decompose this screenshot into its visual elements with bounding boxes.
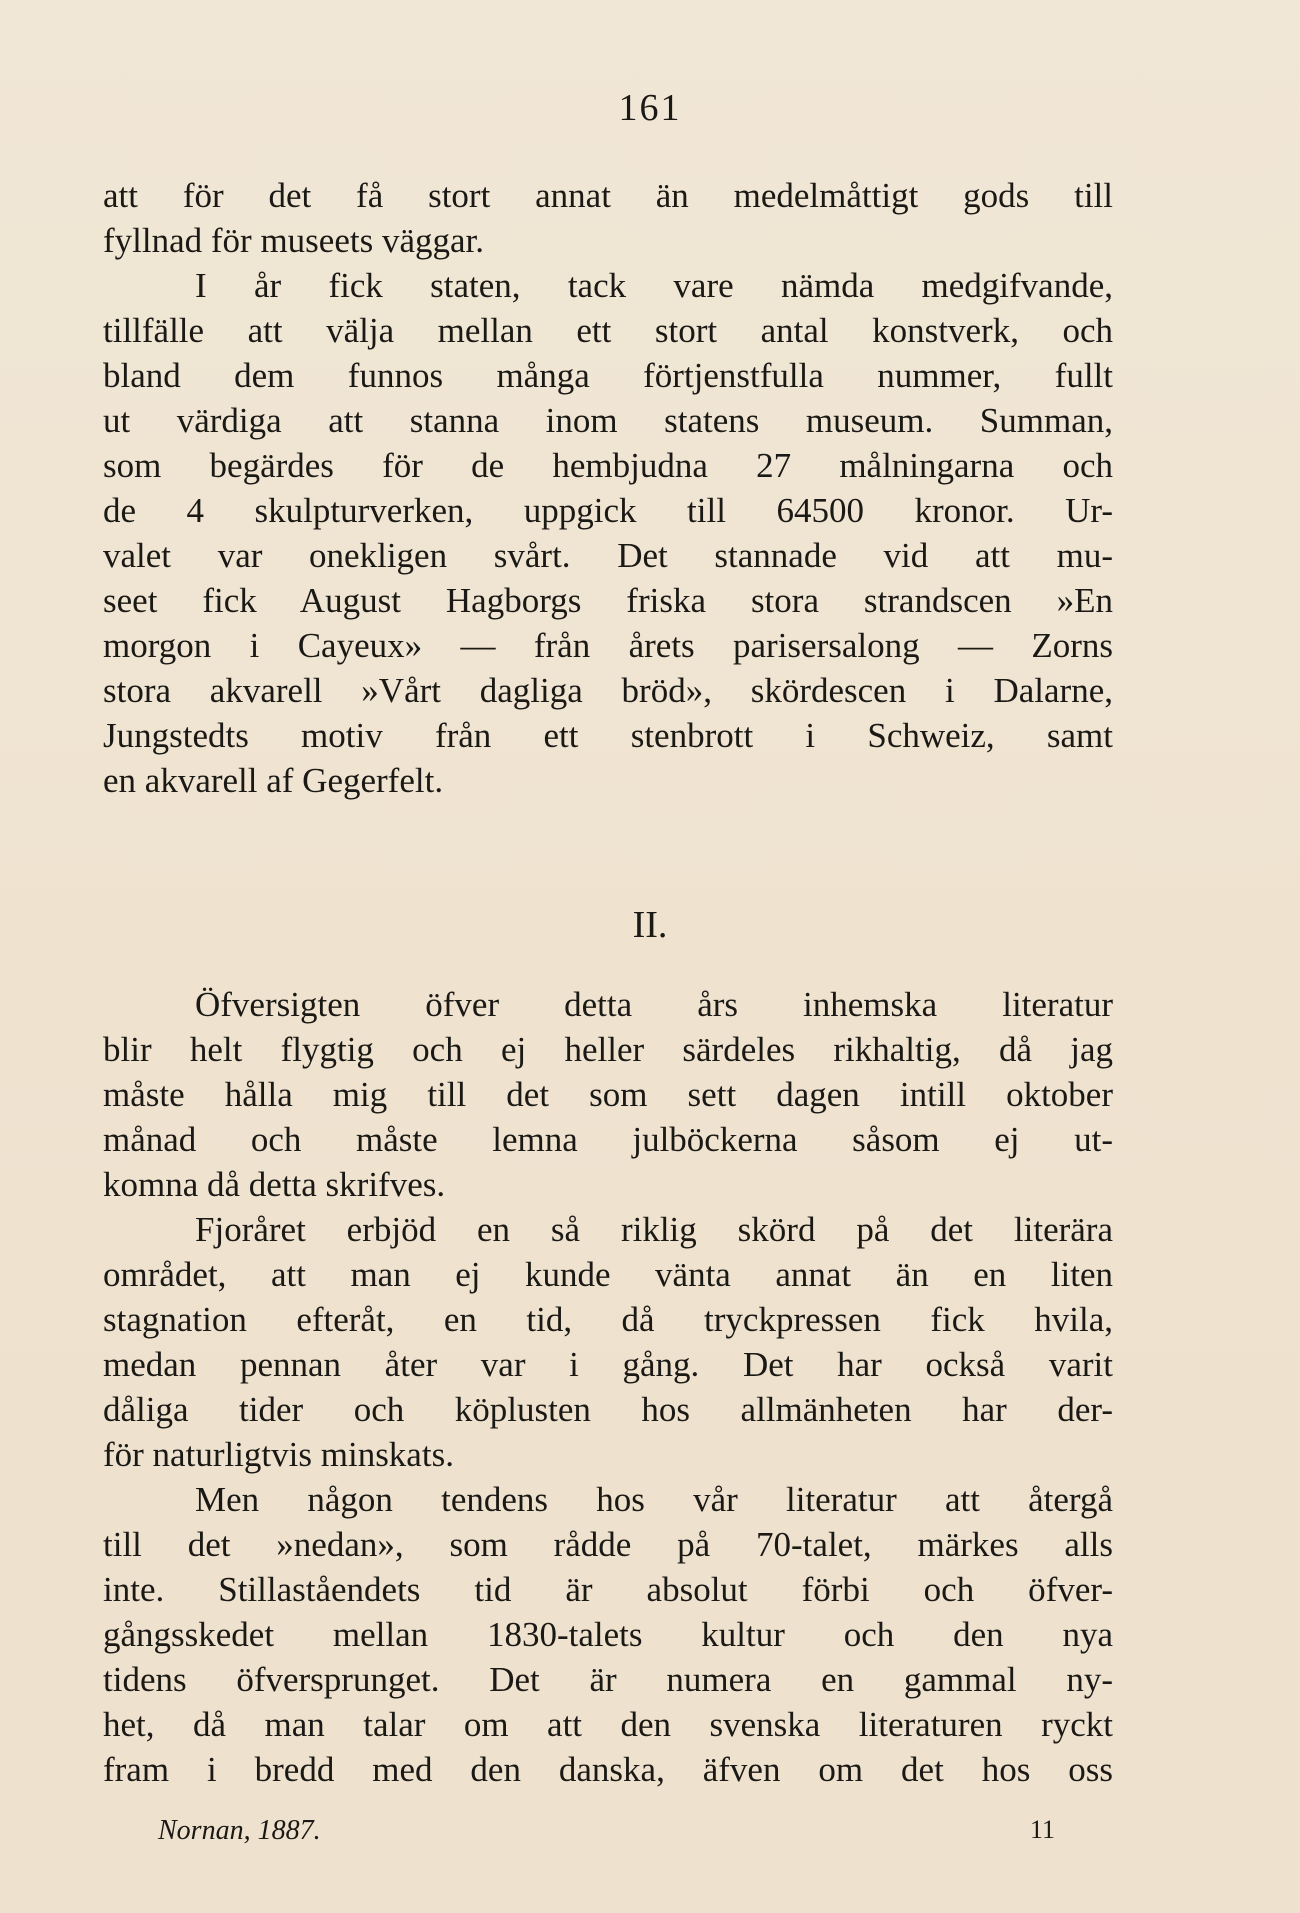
text-line: seet fick August Hagborgs friska stora strandscen »En [103,581,1113,620]
text-line: stagnation efteråt, en tid, då tryckpressen fick hvila, [103,1300,1113,1339]
text-line: dåliga tider och köplusten hos allmänheten har der- [103,1390,1113,1429]
text-line: området, att man ej kunde vänta annat än en liten [103,1255,1113,1294]
section-heading: II. [632,904,668,946]
text-line: de 4 skulpturverken, uppgick till 64500 kronor. Ur- [103,491,1113,530]
page-number: 161 [618,87,682,129]
text-line: komna då detta skrifves. [103,1165,446,1204]
text-line: tillfälle att välja mellan ett stort antal konstverk, och [103,311,1113,350]
text-line: tidens öfversprunget. Det är numera en gammal ny- [103,1660,1113,1699]
text-line: en akvarell af Gegerfelt. [103,761,444,800]
text-line: Men någon tendens hos vår literatur att återgå [195,1480,1113,1519]
text-line: fram i bredd med den danska, äfven om det hos oss [103,1750,1113,1789]
text-line: fyllnad för museets väggar. [103,221,485,260]
text-line: bland dem funnos många förtjenstfulla nummer, fullt [103,356,1113,395]
text-line: att för det få stort annat än medelmåttigt gods till [103,176,1113,215]
text-line: Fjoråret erbjöd en så riklig skörd på det literära [195,1210,1113,1249]
text-block-art-section [103,173,1113,803]
text-line: stora akvarell »Vårt dagliga bröd», skördescen i Dalarne, [103,671,1113,710]
text-line: som begärdes för de hembjudna 27 målningarna och [103,446,1113,485]
text-line: till det »nedan», som rådde på 70-talet, märkes alls [103,1525,1113,1564]
text-line: I år fick staten, tack vare nämda medgifvande, [195,266,1113,305]
text-block-literature-section [103,982,1113,1792]
text-line: medan pennan åter var i gång. Det har också varit [103,1345,1113,1384]
text-line: morgon i Cayeux» — från årets parisersalong — Zorns [103,626,1113,665]
text-line: Jungstedts motiv från ett stenbrott i Schweiz, samt [103,716,1113,755]
text-line: för naturligtvis minskats. [103,1435,454,1474]
text-line: måste hålla mig till det som sett dagen intill oktober [103,1075,1113,1114]
text-line: Öfversigten öfver detta års inhemska literatur [195,985,1113,1024]
footer-sheet-number: 11 [1030,1815,1056,1844]
text-line: månad och måste lemna julböckerna såsom ej ut- [103,1120,1113,1159]
text-line: ut värdiga att stanna inom statens museum. Summan, [103,401,1113,440]
text-line: het, då man talar om att den svenska literaturen ryckt [103,1705,1113,1744]
text-line: gångsskedet mellan 1830-talets kultur och den nya [103,1615,1113,1654]
text-line: inte. Stillaståendets tid är absolut förbi och öfver- [103,1570,1113,1609]
text-line: blir helt flygtig och ej heller särdeles rikhaltig, då jag [103,1030,1113,1069]
footer-signature: Nornan, 1887. [158,1815,321,1846]
text-line: valet var onekligen svårt. Det stannade vid att mu- [103,536,1113,575]
